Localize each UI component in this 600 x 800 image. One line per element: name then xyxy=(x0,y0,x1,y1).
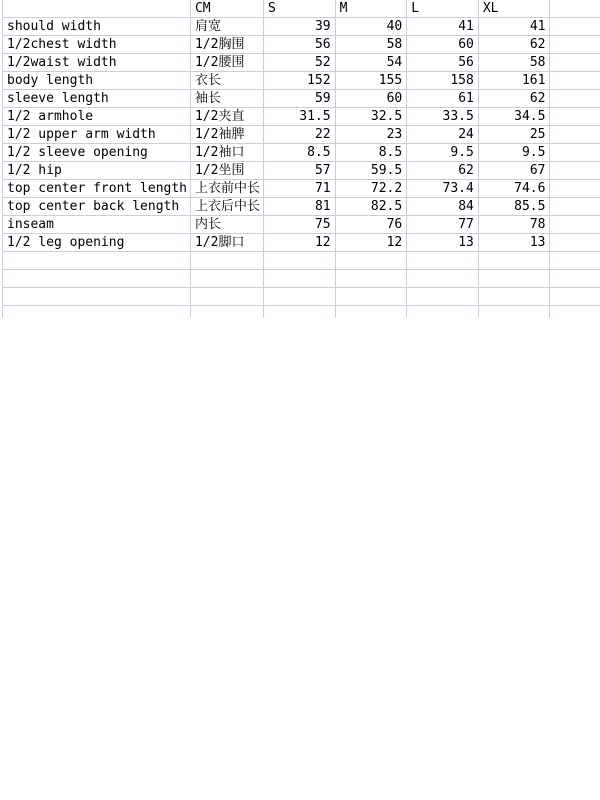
cell-value-s[interactable]: 12 xyxy=(264,234,336,252)
cell-en-label[interactable]: 1/2 leg opening xyxy=(3,234,191,252)
cell-value-l[interactable]: 77 xyxy=(407,216,479,234)
empty-cell[interactable] xyxy=(407,306,479,318)
cell-value-s[interactable]: 39 xyxy=(264,18,336,36)
header-row xyxy=(3,0,600,18)
empty-row xyxy=(3,306,600,318)
empty-cell[interactable] xyxy=(479,288,551,306)
empty-cell[interactable] xyxy=(479,252,551,270)
empty-cell[interactable] xyxy=(407,270,479,288)
table-row xyxy=(3,198,600,216)
cell-value-xl[interactable]: 85.5 xyxy=(479,198,551,216)
cell-value-s[interactable]: 56 xyxy=(264,36,336,54)
cell-en-label[interactable]: body length xyxy=(3,72,191,90)
cell-value-m[interactable]: 155 xyxy=(336,72,408,90)
cell-value-m[interactable]: 8.5 xyxy=(336,144,408,162)
empty-cell[interactable] xyxy=(264,306,336,318)
cell-cn-label[interactable]: 上衣前中长 xyxy=(191,180,264,198)
cell-value-l[interactable]: 41 xyxy=(407,18,479,36)
cell-value-s[interactable]: 22 xyxy=(264,126,336,144)
cell-value-l[interactable]: 33.5 xyxy=(407,108,479,126)
empty-cell[interactable] xyxy=(550,144,600,162)
empty-cell[interactable] xyxy=(3,306,191,318)
cell-value-s[interactable]: 59 xyxy=(264,90,336,108)
empty-cell[interactable] xyxy=(550,54,600,72)
cell-en-label[interactable]: 1/2chest width xyxy=(3,36,191,54)
cell-value-l[interactable]: 84 xyxy=(407,198,479,216)
cell-cn-label[interactable]: 1/2夹直 xyxy=(191,108,264,126)
cell-en-label[interactable]: top center back length xyxy=(3,198,191,216)
empty-cell[interactable] xyxy=(3,270,191,288)
table-row xyxy=(3,216,600,234)
cell-value-s[interactable]: 8.5 xyxy=(264,144,336,162)
spreadsheet-grid xyxy=(2,0,600,318)
cell-value-m[interactable]: 72.2 xyxy=(336,180,408,198)
cell-value-l[interactable]: 24 xyxy=(407,126,479,144)
table-row xyxy=(3,162,600,180)
column-header-cm[interactable]: CM xyxy=(191,0,264,18)
cell-en-label[interactable]: inseam xyxy=(3,216,191,234)
cell-value-l[interactable]: 61 xyxy=(407,90,479,108)
cell-value-m[interactable]: 76 xyxy=(336,216,408,234)
cell-value-l[interactable]: 60 xyxy=(407,36,479,54)
column-header-s[interactable]: S xyxy=(264,0,336,18)
empty-row xyxy=(3,270,600,288)
column-header-m[interactable]: M xyxy=(336,0,408,18)
empty-cell[interactable] xyxy=(550,72,600,90)
cell-value-l[interactable]: 158 xyxy=(407,72,479,90)
empty-cell[interactable] xyxy=(550,198,600,216)
cell-value-xl[interactable]: 78 xyxy=(479,216,551,234)
cell-value-xl[interactable]: 62 xyxy=(479,36,551,54)
empty-cell[interactable] xyxy=(550,180,600,198)
empty-cell[interactable] xyxy=(191,306,264,318)
cell-value-xl[interactable]: 34.5 xyxy=(479,108,551,126)
empty-cell[interactable] xyxy=(191,252,264,270)
cell-value-xl[interactable]: 25 xyxy=(479,126,551,144)
table-row xyxy=(3,72,600,90)
empty-cell[interactable] xyxy=(550,288,600,306)
cell-value-xl[interactable]: 9.5 xyxy=(479,144,551,162)
cell-cn-label[interactable]: 上衣后中长 xyxy=(191,198,264,216)
empty-cell[interactable] xyxy=(264,252,336,270)
cell-value-m[interactable]: 58 xyxy=(336,36,408,54)
cell-cn-label[interactable]: 1/2腰围 xyxy=(191,54,264,72)
column-header-xl[interactable]: XL xyxy=(479,0,551,18)
cell-cn-label[interactable]: 内长 xyxy=(191,216,264,234)
empty-cell[interactable] xyxy=(550,162,600,180)
empty-cell[interactable] xyxy=(550,90,600,108)
cell-cn-label[interactable]: 肩宽 xyxy=(191,18,264,36)
cell-cn-label[interactable]: 袖长 xyxy=(191,90,264,108)
empty-cell[interactable] xyxy=(550,18,600,36)
cell-en-label[interactable]: 1/2 sleeve opening xyxy=(3,144,191,162)
empty-cell[interactable] xyxy=(550,270,600,288)
empty-cell[interactable] xyxy=(336,306,408,318)
table-row xyxy=(3,108,600,126)
empty-cell[interactable] xyxy=(479,270,551,288)
cell-en-label[interactable]: 1/2 hip xyxy=(3,162,191,180)
table-row xyxy=(3,36,600,54)
cell-value-l[interactable]: 62 xyxy=(407,162,479,180)
cell-value-s[interactable]: 31.5 xyxy=(264,108,336,126)
table-row xyxy=(3,144,600,162)
empty-cell[interactable] xyxy=(336,288,408,306)
cell-value-l[interactable]: 9.5 xyxy=(407,144,479,162)
empty-cell[interactable] xyxy=(479,306,551,318)
cell-value-m[interactable]: 54 xyxy=(336,54,408,72)
cell-en-label[interactable]: top center front length xyxy=(3,180,191,198)
empty-cell[interactable] xyxy=(550,108,600,126)
empty-cell[interactable] xyxy=(550,252,600,270)
cell-cn-label[interactable]: 1/2胸围 xyxy=(191,36,264,54)
cell-value-xl[interactable]: 58 xyxy=(479,54,551,72)
size-chart-table xyxy=(2,0,600,318)
empty-cell[interactable] xyxy=(191,270,264,288)
cell-value-m[interactable]: 12 xyxy=(336,234,408,252)
empty-row xyxy=(3,252,600,270)
empty-cell[interactable] xyxy=(264,288,336,306)
empty-cell[interactable] xyxy=(550,306,600,318)
cell-cn-label[interactable]: 1/2坐围 xyxy=(191,162,264,180)
table-row xyxy=(3,234,600,252)
table-row xyxy=(3,180,600,198)
cell-value-l[interactable]: 56 xyxy=(407,54,479,72)
cell-value-m[interactable]: 32.5 xyxy=(336,108,408,126)
empty-row xyxy=(3,288,600,306)
empty-cell[interactable] xyxy=(550,234,600,252)
cell-en-label[interactable]: 1/2waist width xyxy=(3,54,191,72)
cell-value-l[interactable]: 73.4 xyxy=(407,180,479,198)
cell-value-m[interactable]: 82.5 xyxy=(336,198,408,216)
empty-cell[interactable] xyxy=(191,288,264,306)
cell-value-xl[interactable]: 67 xyxy=(479,162,551,180)
empty-cell[interactable] xyxy=(550,216,600,234)
cell-value-s[interactable]: 81 xyxy=(264,198,336,216)
cell-value-xl[interactable]: 74.6 xyxy=(479,180,551,198)
cell-value-m[interactable]: 40 xyxy=(336,18,408,36)
cell-en-label[interactable]: 1/2 armhole xyxy=(3,108,191,126)
cell-value-s[interactable]: 152 xyxy=(264,72,336,90)
empty-cell[interactable] xyxy=(336,270,408,288)
column-header-blank[interactable] xyxy=(550,0,600,18)
cell-en-label[interactable]: 1/2 upper arm width xyxy=(3,126,191,144)
empty-cell[interactable] xyxy=(3,252,191,270)
cell-en-label[interactable]: sleeve length xyxy=(3,90,191,108)
cell-en-label[interactable]: should width xyxy=(3,18,191,36)
empty-cell[interactable] xyxy=(336,252,408,270)
cell-value-xl[interactable]: 62 xyxy=(479,90,551,108)
cell-value-xl[interactable]: 41 xyxy=(479,18,551,36)
cell-value-s[interactable]: 75 xyxy=(264,216,336,234)
sheet-body xyxy=(3,0,600,318)
cell-value-m[interactable]: 59.5 xyxy=(336,162,408,180)
cell-value-m[interactable]: 23 xyxy=(336,126,408,144)
cell-cn-label[interactable]: 1/2脚口 xyxy=(191,234,264,252)
cell-value-xl[interactable]: 13 xyxy=(479,234,551,252)
table-row xyxy=(3,18,600,36)
cell-value-s[interactable]: 71 xyxy=(264,180,336,198)
cell-value-m[interactable]: 60 xyxy=(336,90,408,108)
column-header-blank[interactable] xyxy=(3,0,191,18)
table-row xyxy=(3,54,600,72)
cell-cn-label[interactable]: 1/2袖口 xyxy=(191,144,264,162)
empty-cell[interactable] xyxy=(407,252,479,270)
cell-value-s[interactable]: 52 xyxy=(264,54,336,72)
cell-cn-label[interactable]: 衣长 xyxy=(191,72,264,90)
empty-cell[interactable] xyxy=(550,36,600,54)
empty-cell[interactable] xyxy=(407,288,479,306)
empty-cell[interactable] xyxy=(264,270,336,288)
empty-cell[interactable] xyxy=(3,288,191,306)
empty-cell[interactable] xyxy=(550,126,600,144)
cell-cn-label[interactable]: 1/2袖脾 xyxy=(191,126,264,144)
column-header-l[interactable]: L xyxy=(407,0,479,18)
cell-value-l[interactable]: 13 xyxy=(407,234,479,252)
cell-value-xl[interactable]: 161 xyxy=(479,72,551,90)
cell-value-s[interactable]: 57 xyxy=(264,162,336,180)
table-row xyxy=(3,126,600,144)
table-row xyxy=(3,90,600,108)
